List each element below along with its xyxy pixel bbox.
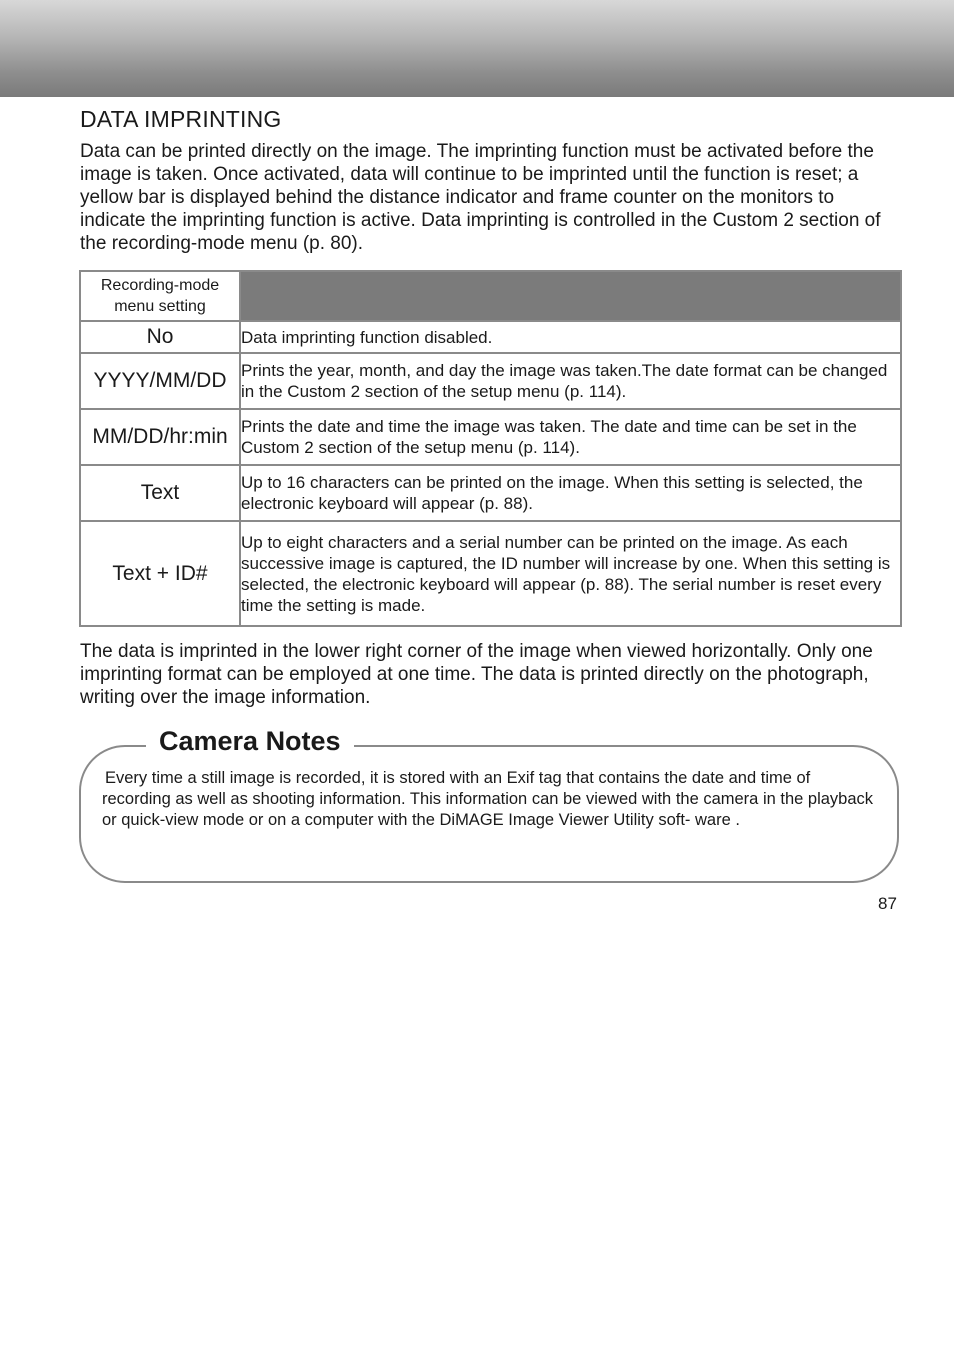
- setting-cell: MM/DD/hr:min: [80, 409, 240, 465]
- table-row: [80, 465, 901, 521]
- description-cell: Up to eight characters and a serial number can be printed on the image. As each successive image is captured, the ID number will increase by one. When this setting is selected, the electronic keyboard will appear (p. 88). The serial number is reset every time the setting is made.: [240, 521, 901, 626]
- setting-cell: YYYY/MM/DD: [80, 353, 240, 409]
- header-band: [0, 0, 954, 97]
- table-row: [80, 409, 901, 465]
- page-number: 87: [878, 894, 897, 913]
- table-header-row: [80, 271, 901, 321]
- imprint-settings-table: [79, 270, 902, 627]
- header-setting: Recording-mode menu setting: [80, 271, 240, 321]
- description-cell: Up to 16 characters can be printed on the image. When this setting is selected, the electronic keyboard will appear (p. 88).: [240, 465, 901, 521]
- table-row: [80, 321, 901, 353]
- header-description: [240, 271, 901, 321]
- camera-notes-text: Every time a still image is recorded, it is stored with an Exif tag that contains the date and time of recording as well as shooting information. This information can be viewed with the camera in the playback or quick-view mode or on a computer with the DiMAGE Image Viewer Utility soft- ware .: [102, 769, 874, 829]
- description-cell: Data imprinting function disabled.: [240, 321, 901, 353]
- description-cell: Prints the year, month, and day the image was taken.The date format can be changed in the Custom 2 section of the setup menu (p. 114).: [240, 353, 901, 409]
- setting-cell: No: [80, 321, 240, 353]
- setting-cell: Text + ID#: [80, 521, 240, 626]
- section-title: DATA IMPRINTING: [80, 106, 282, 132]
- after-table-paragraph: The data is imprinted in the lower right corner of the image when viewed horizontally. Only one imprinting format can be employed at one time. The data is printed directly on the photograph, writing over the image information.: [80, 641, 873, 708]
- table-row: [80, 521, 901, 626]
- table-row: [80, 353, 901, 409]
- camera-notes-title: Camera Notes: [146, 724, 354, 758]
- intro-paragraph: Data can be printed directly on the image. The imprinting function must be activated before the image is taken. Once activated, data will continue to be imprinted until the function is reset; a yellow bar is displayed behind the distance indicator and frame counter on the monitors to indicate the imprinting function is active. Data imprinting is controlled in the Custom 2 section of the recording-mode menu (p. 80).: [80, 141, 881, 254]
- setting-cell: Text: [80, 465, 240, 521]
- description-cell: Prints the date and time the image was taken. The date and time can be set in the Custom 2 section of the setup menu (p. 114).: [240, 409, 901, 465]
